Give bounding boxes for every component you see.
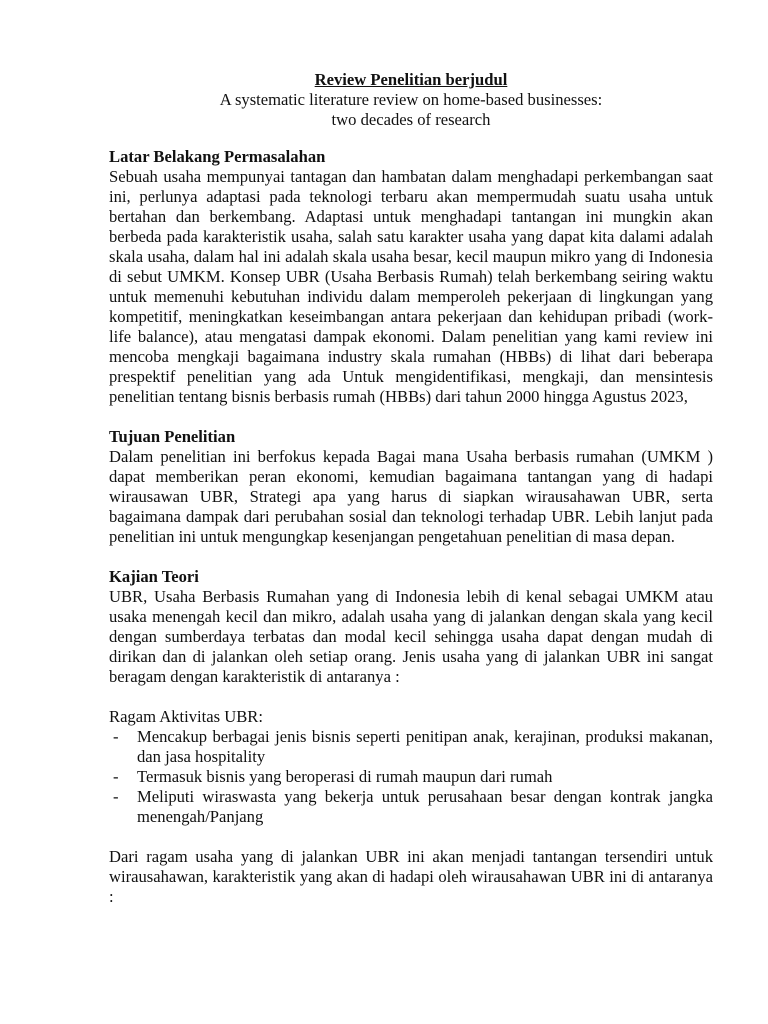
- closing-paragraph: Dari ragam usaha yang di jalankan UBR ini akan menjadi tantangan tersendiri untuk wirausahawan, karakteristik yang akan di hadapi oleh wirausahawan UBR ini di antaranya :: [109, 847, 713, 906]
- section-heading: Latar Belakang Permasalahan: [109, 147, 326, 166]
- section-body: UBR, Usaha Berbasis Rumahan yang di Indonesia lebih di kenal sebagai UMKM atau usaka menengah kecil dan mikro, adalah usaha yang di jalankan dengan skala yang kecil dengan sumberdaya terbatas dan modal kecil sehingga usaha dapat dengan mudah di dirikan dan di jalankan oleh setiap orang. Jenis usaha yang di jalankan UBR ini sangat beragam dengan karakteristik di antaranya :: [109, 587, 713, 686]
- dash-bullet: -: [113, 787, 119, 806]
- list-item-text: Termasuk bisnis yang beroperasi di rumah maupun dari rumah: [137, 767, 553, 786]
- ragam-heading: Ragam Aktivitas UBR:: [109, 707, 263, 726]
- section-ragam-aktivitas: [109, 707, 713, 827]
- section-heading: Kajian Teori: [109, 567, 199, 586]
- section-heading: Tujuan Penelitian: [109, 427, 236, 446]
- document-subtitle-line-2: two decades of research: [331, 110, 491, 129]
- section-latar-belakang: [109, 147, 713, 407]
- ragam-list: [109, 727, 713, 827]
- document-page: [109, 70, 713, 907]
- list-item-text: Mencakup berbagai jenis bisnis seperti penitipan anak, kerajinan, produksi makanan, dan jasa hospitality: [137, 727, 713, 766]
- section-body: Sebuah usaha mempunyai tantagan dan hambatan dalam menghadapi perkembangan saat ini, perlunya adaptasi pada teknologi terbaru akan mempermudah suatu usaha untuk bertahan dan berkembang. Adaptasi untuk menghadapi tantangan ini mungkin akan berbeda pada karakteristik usaha, salah satu karakter usaha yang dapat kita dalami adalah skala usaha, dalam hal ini adalah skala usaha besar, kecil maupun mikro yang di Indonesia di sebut UMKM. Konsep UBR (Usaha Berbasis Rumah) telah berkembang seiring waktu untuk memenuhi kebutuhan individu dalam memperoleh pekerjaan di lingkungan yang kompetitif, meningkatkan keseimbangan antara pekerjaan dan kehidupan pribadi (work-life balance), atau mengatasi dampak ekonomi. Dalam penelitian yang kami review ini mencoba mengkaji bagaimana industry skala rumahan (HBBs) di lihat dari beberapa prespektif penelitian yang ada Untuk mengidentifikasi, mengkaji, dan mensintesis penelitian tentang bisnis berbasis rumah (HBBs) dari tahun 2000 hingga Agustus 2023,: [109, 167, 713, 406]
- list-item: [109, 787, 713, 827]
- document-subtitle-line-1: A systematic literature review on home-based businesses:: [219, 90, 603, 109]
- list-item-text: Meliputi wiraswasta yang bekerja untuk perusahaan besar dengan kontrak jangka menengah/Panjang: [137, 787, 713, 826]
- list-item: [109, 727, 713, 767]
- list-item: [109, 767, 713, 787]
- section-kajian-teori: [109, 567, 713, 687]
- document-title: Review Penelitian berjudul: [314, 70, 508, 89]
- dash-bullet: -: [113, 767, 119, 786]
- title-block: [109, 70, 713, 130]
- dash-bullet: -: [113, 727, 119, 746]
- section-body: Dalam penelitian ini berfokus kepada Bagai mana Usaha berbasis rumahan (UMKM ) dapat memberikan peran ekonomi, kemudian bagaimana tantangan yang di hadapi wirausawan UBR, Strategi apa yang harus di siapkan wirausahawan UBR, serta bagaimana dampak dari perubahan sosial dan teknologi terhadap UBR. Lebih lanjut pada penelitian ini untuk mengungkap kesenjangan pengetahuan penelitian di masa depan.: [109, 447, 713, 546]
- section-tujuan-penelitian: [109, 427, 713, 547]
